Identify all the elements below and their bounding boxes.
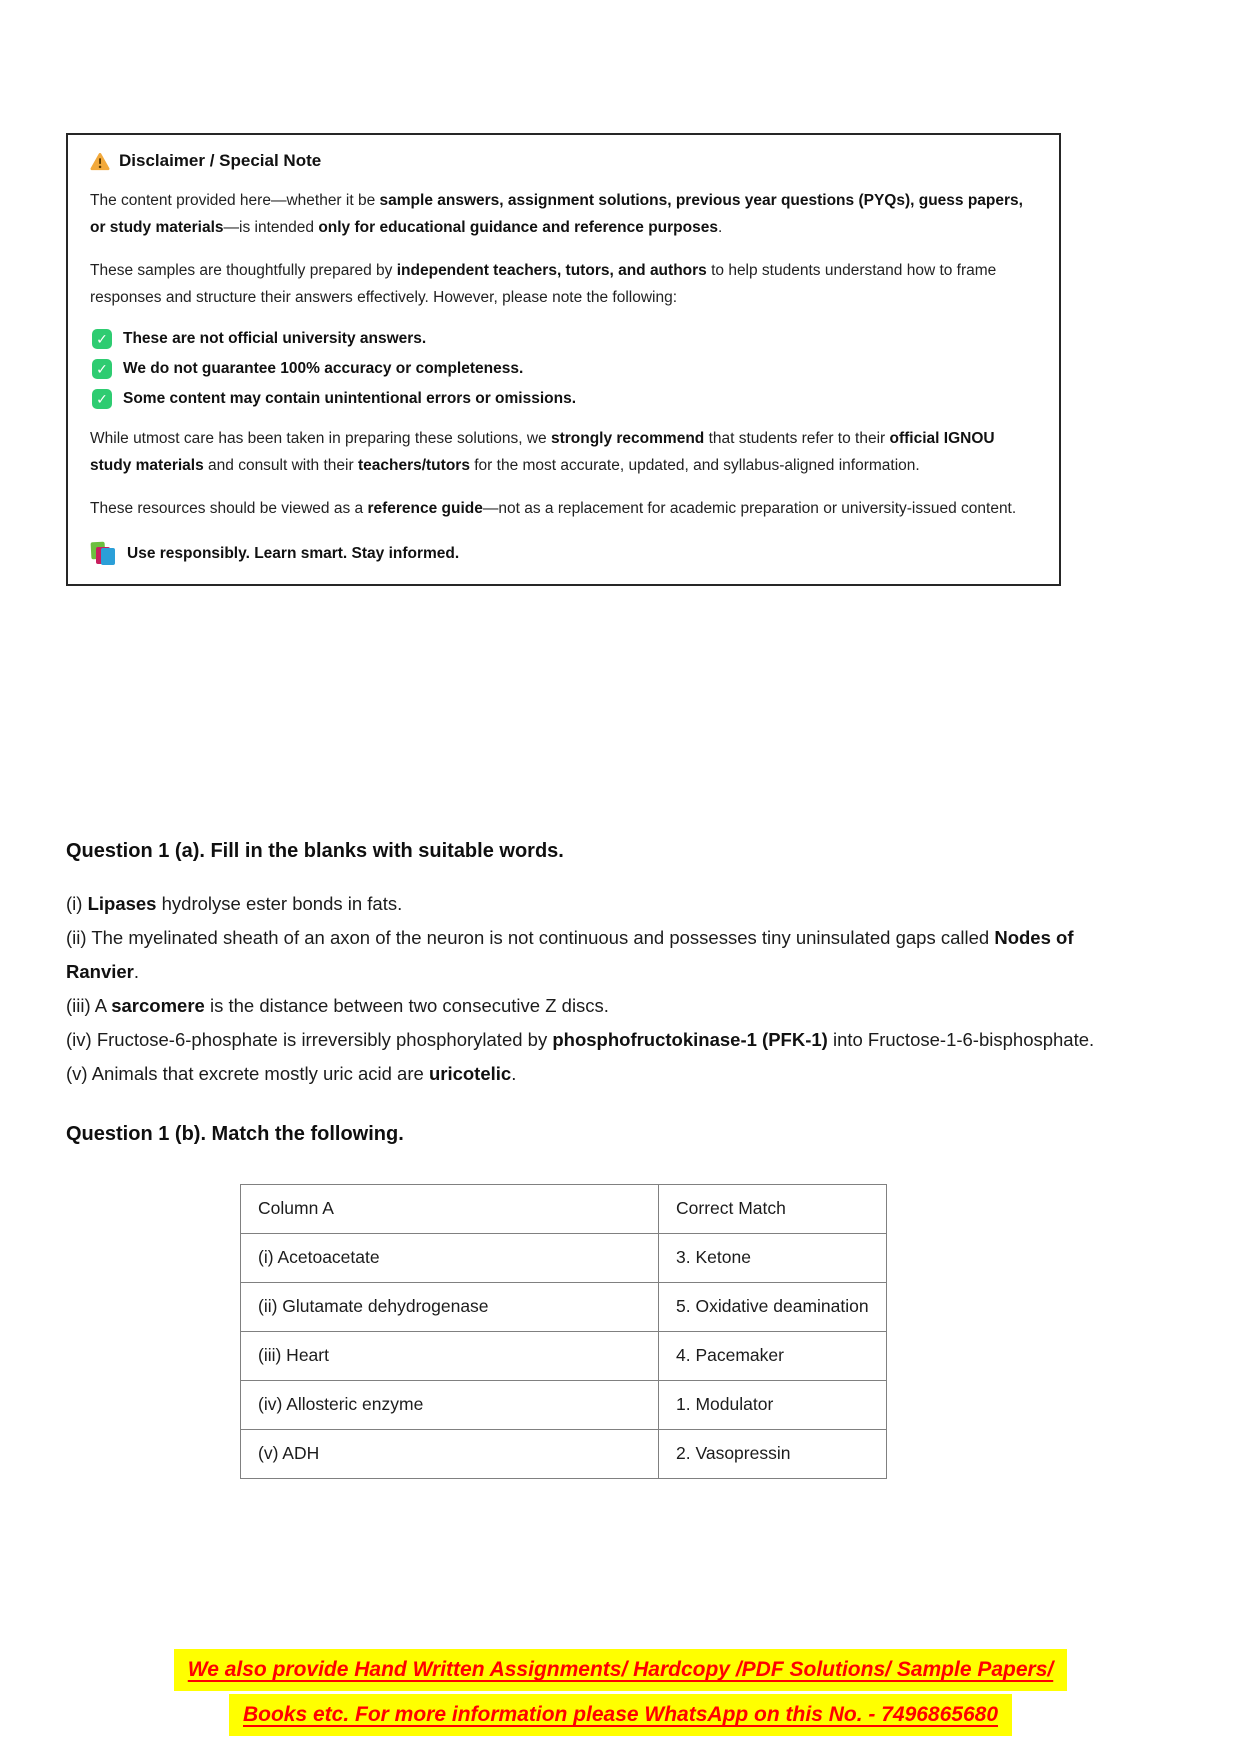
promo-line-1 (0, 1649, 1241, 1691)
promo-line-1-text: We also provide Hand Written Assignments/ Hardcopy /PDF Solutions/ Sample Papers/ (174, 1649, 1067, 1691)
table-cell: 3. Ketone (659, 1234, 887, 1283)
table-cell: (ii) Glutamate dehydrogenase (241, 1283, 659, 1332)
table-row (241, 1332, 887, 1381)
usage-note-row (90, 542, 1037, 566)
check-icon: ✓ (92, 359, 112, 379)
fill-blanks-item: (v) Animals that excrete mostly uric acid are uricotelic. (66, 1063, 517, 1084)
question-1b-heading: Question 1 (b). Match the following. (66, 1123, 404, 1145)
disclaimer-panel (66, 133, 1061, 586)
table-cell: 2. Vasopressin (659, 1430, 887, 1479)
disclaimer-paragraph-2: These samples are thoughtfully prepared by independent teachers, tutors, and authors to help students understand how to frame responses and structure their answers effectively. However, please note the following: (90, 262, 997, 306)
fill-blanks-item: (ii) The myelinated sheath of an axon of the neuron is not continuous and possesses tiny uninsulated gaps called Nodes of Ranvier. (66, 927, 1074, 982)
table-row (241, 1430, 887, 1479)
fill-blanks-item: (iv) Fructose-6-phosphate is irreversibly phosphorylated by phosphofructokinase-1 (PFK-1) into Fructose-1-6-bisphosphate. (66, 1029, 1095, 1050)
table-header-cell: Correct Match (659, 1185, 887, 1234)
disclaimer-checklist (92, 329, 1037, 409)
check-icon: ✓ (92, 329, 112, 349)
fill-blanks-item: (iii) A sarcomere is the distance between two consecutive Z discs. (66, 995, 609, 1016)
table-cell: (i) Acetoacetate (241, 1234, 659, 1283)
footer-promo (0, 1646, 1241, 1736)
checklist-item-label: Some content may contain unintentional errors or omissions. (123, 390, 577, 407)
checklist-item (92, 389, 1037, 409)
table-cell: (iii) Heart (241, 1332, 659, 1381)
question-1a-heading: Question 1 (a). Fill in the blanks with suitable words. (66, 840, 564, 862)
book-blue-icon (101, 548, 115, 565)
table-header-row (241, 1185, 887, 1234)
books-stack-icon (90, 542, 116, 566)
warning-triangle-icon (90, 152, 110, 171)
table-row (241, 1234, 887, 1283)
table-header-cell: Column A (241, 1185, 659, 1234)
promo-line-2 (0, 1694, 1241, 1736)
check-icon: ✓ (92, 389, 112, 409)
usage-note-text: Use responsibly. Learn smart. Stay informed. (127, 545, 460, 562)
table-cell: (iv) Allosteric enzyme (241, 1381, 659, 1430)
checklist-item-label: We do not guarantee 100% accuracy or completeness. (123, 360, 524, 377)
table-cell: (v) ADH (241, 1430, 659, 1479)
disclaimer-title-row (90, 151, 1037, 171)
checklist-item-label: These are not official university answers. (123, 330, 427, 347)
fill-blanks-list (66, 887, 1114, 1091)
promo-line-2-text: Books etc. For more information please WhatsApp on this No. - 7496865680 (229, 1694, 1012, 1736)
disclaimer-paragraph-4: These resources should be viewed as a reference guide—not as a replacement for academic preparation or university-issued content. (90, 500, 1017, 517)
table-cell: 1. Modulator (659, 1381, 887, 1430)
disclaimer-paragraph-3: While utmost care has been taken in preparing these solutions, we strongly recommend that students refer to their official IGNOU study materials and consult with their teachers/tutors for the most accurate, updated, and syllabus-aligned information. (90, 430, 995, 474)
table-cell: 5. Oxidative deamination (659, 1283, 887, 1332)
question-content (66, 840, 1114, 1479)
checklist-item (92, 359, 1037, 379)
checklist-item (92, 329, 1037, 349)
fill-blanks-item: (i) Lipases hydrolyse ester bonds in fats. (66, 893, 403, 914)
match-table (240, 1184, 887, 1479)
table-row (241, 1381, 887, 1430)
table-row (241, 1283, 887, 1332)
disclaimer-paragraph-1: The content provided here—whether it be sample answers, assignment solutions, previous year questions (PYQs), guess papers, or study materials—is intended only for educational guidance and reference purposes. (90, 192, 1023, 236)
disclaimer-title: Disclaimer / Special Note (119, 151, 322, 170)
match-table-wrap (240, 1184, 1114, 1479)
table-cell: 4. Pacemaker (659, 1332, 887, 1381)
